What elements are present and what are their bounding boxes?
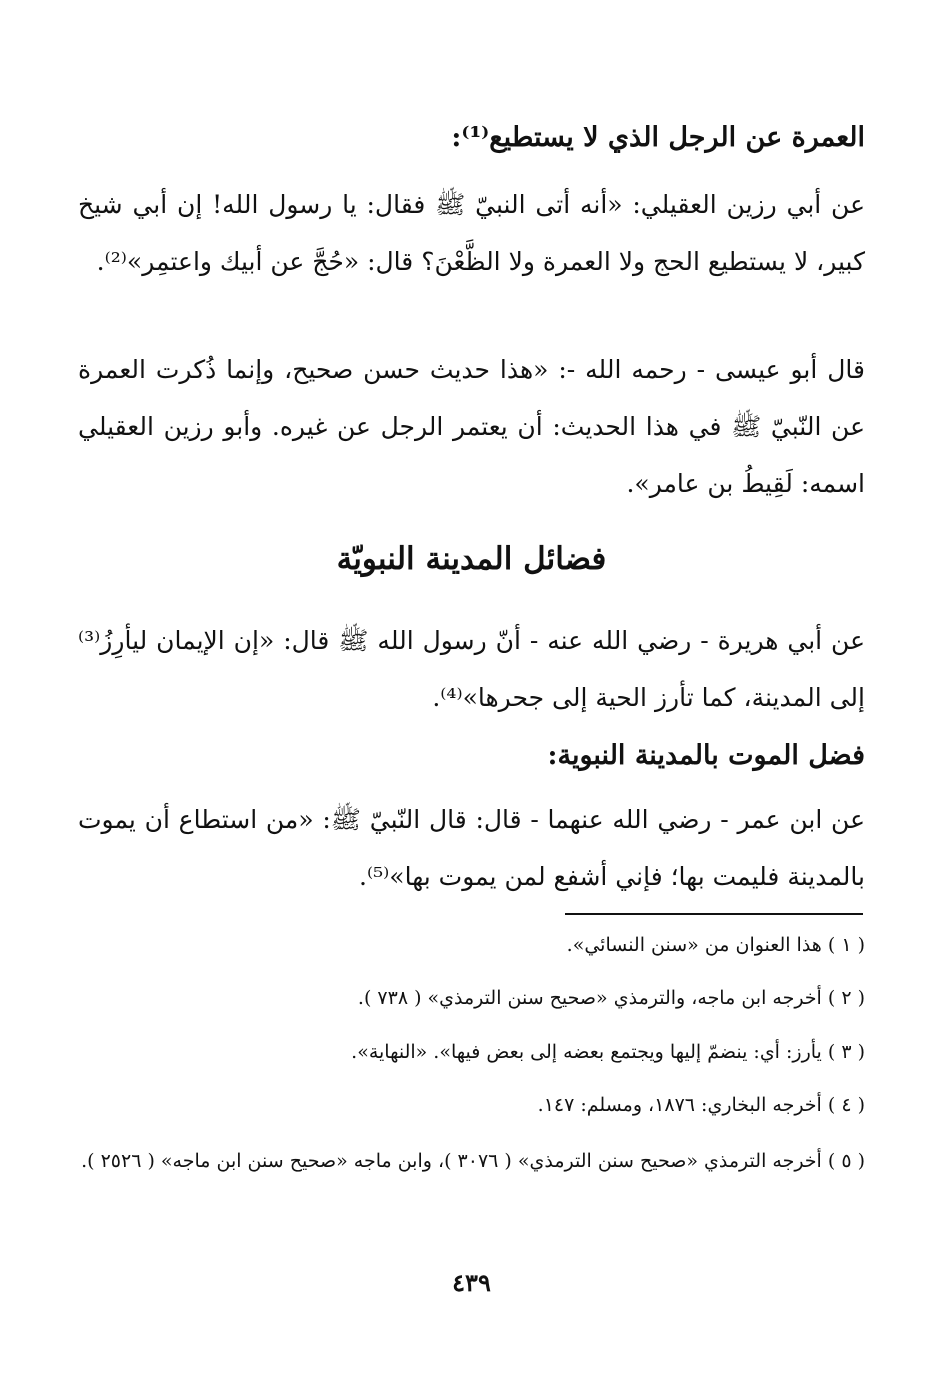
footnote-4: ( ٤ ) أخرجه البخاري: ١٨٧٦، ومسلم: ١٤٧. (537, 1094, 865, 1116)
paragraph-madina-hadith: عن أبي هريرة - رضي الله عنه - أنّ رسول الله ﷺ قال: «إن الإيمان ليأرِزُ⁽³⁾ إلى المدينة، كما تأرز الحية إلى جحرها»⁽⁴⁾. (78, 626, 865, 712)
page-number: ٤٣٩ (452, 1268, 491, 1297)
footnote-3: ( ٣ ) يأرز: أي: ينضمّ إليها ويجتمع بعضه إلى بعض فيها». «النهاية». (351, 1041, 865, 1063)
footnote-5: ( ٥ ) أخرجه الترمذي «صحيح سنن الترمذي» ( ٣٠٧٦ )، وابن ماجه «صحيح سنن ابن ماجه» ( ٢٥٢٦ ). (81, 1150, 865, 1172)
footnote-divider (565, 913, 863, 915)
section-heading-death: فضل الموت بالمدينة النبوية: (547, 740, 865, 771)
footnote-2: ( ٢ ) أخرجه ابن ماجه، والترمذي «صحيح سنن الترمذي» ( ٧٣٨ ). (357, 987, 865, 1009)
section-heading-umrah: العمرة عن الرجل الذي لا يستطيع⁽¹⁾: (451, 122, 865, 153)
paragraph-umrah-hadith: عن أبي رزين العقيلي: «أنه أتى النبيّ ﷺ فقال: يا رسول الله! إن أبي شيخ كبير، لا يستطيع الحج ولا العمرة ولا الظَّعْنَ؟ قال: «حُجَّ عن أبيك واعتمِر»⁽²⁾. (78, 190, 865, 276)
paragraph-umrah-commentary: قال أبو عيسى - رحمه الله -: «هذا حديث حسن صحيح، وإنما ذُكرت العمرة عن النّبيّ ﷺ في هذا الحديث: أن يعتمر الرجل عن غيره. وأبو رزين العقيلي اسمه: لَقِيطُ بن عامر». (78, 355, 865, 498)
footnote-1: ( ١ ) هذا العنوان من «سنن النسائي». (566, 934, 865, 956)
section-title-madina: فضائل المدينة النبويّة (336, 541, 607, 577)
paragraph-death-hadith: عن ابن عمر - رضي الله عنهما - قال: قال النّبيّ ﷺ: «من استطاع أن يموت بالمدينة فليمت بها؛ فإني أشفع لمن يموت بها»⁽⁵⁾. (78, 805, 865, 891)
